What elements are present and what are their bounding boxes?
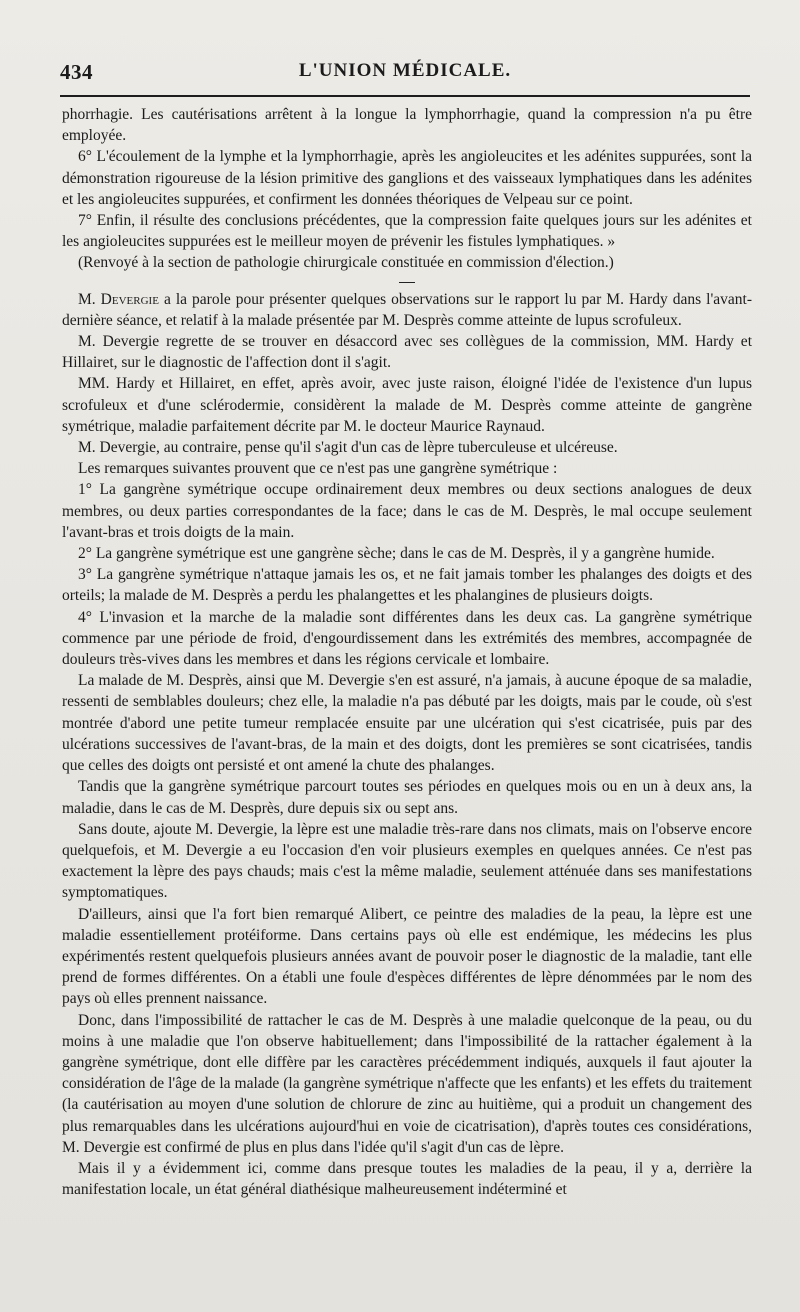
- paragraph: Mais il y a évidemment ici, comme dans presque toutes les maladies de la peau, il y a, derrière la manifestation locale, un état général diathésique malheureusement indéterminé et: [62, 1159, 752, 1199]
- speaker-name: M. Devergie: [78, 290, 159, 308]
- paragraph: 4° L'invasion et la marche de la maladie sont différentes dans les deux cas. La gangrène symétrique commence par une période de froid, d'engourdissement dans les extrémités des membres, accompagnée de douleurs très-vives dans les membres et dans les régions cervicale et lombaire.: [62, 608, 752, 669]
- paragraph: D'ailleurs, ainsi que l'a fort bien remarqué Alibert, ce peintre des maladies de la peau, la lèpre est une maladie essentiellement protéiforme. Dans certains pays où elle est endémique, les médecins les plus expérimentés restent quelquefois plusieurs années avant de pouvoir poser le diagnostic de la maladie, tant elle prend de formes différentes. On a établi une foule d'espèces différentes de lèpre dénommées par le nom des pays où elles prennent naissance.: [62, 905, 752, 1008]
- body-text: [62, 104, 752, 1200]
- page-header: [60, 60, 750, 90]
- header-rule: [60, 95, 750, 97]
- paragraph: [62, 289, 752, 331]
- paragraph-text: a la parole pour présenter quelques observations sur le rapport lu par M. Hardy dans l'avant-dernière séance, et relatif à la malade présentée par M. Desprès comme atteinte de lupus scrofuleux.: [62, 290, 752, 329]
- paragraph: MM. Hardy et Hillairet, en effet, après avoir, avec juste raison, éloigné l'idée de l'existence d'un lupus scrofuleux et d'une sclérodermie, considèrent la malade de M. Desprès comme atteinte de gangrène symétrique, maladie parfaitement décrite par M. le docteur Maurice Raynaud.: [62, 375, 752, 435]
- section-separator: [62, 274, 752, 289]
- running-title: L'UNION MÉDICALE.: [298, 60, 512, 81]
- paragraph: M. Devergie regrette de se trouver en désaccord avec ses collègues de la commission, MM. Hardy et Hillairet, sur le diagnostic de l'affection dont il s'agit.: [62, 333, 752, 372]
- paragraph: Tandis que la gangrène symétrique parcourt toutes ses périodes en quelques mois ou en un à deux ans, la maladie, dans le cas de M. Desprès, dure depuis six ou sept ans.: [62, 778, 752, 817]
- paragraph: (Renvoyé à la section de pathologie chirurgicale constituée en commission d'élection.): [78, 254, 614, 272]
- paragraph: 3° La gangrène symétrique n'attaque jamais les os, et ne fait jamais tomber les phalanges des doigts et des orteils; la malade de M. Desprès a perdu les phalangettes et les phalangines de plusieurs doigts.: [62, 566, 752, 605]
- paragraph: La malade de M. Desprès, ainsi que M. Devergie s'en est assuré, n'a jamais, à aucune époque de sa maladie, ressenti de semblables douleurs; chez elle, la maladie n'a pas débuté par les doigts, mais par le coude, où s'est montrée d'abord une petite tumeur remplacée ensuite par une ulcération qui s'est cicatrisée, puis par des ulcérations successives de l'avant-bras, de la main et des doigts, dont les premières se sont cicatrisées, tandis que celles des doigts ont persisté et ont amené la chute des phalanges.: [62, 672, 752, 775]
- paragraph: Sans doute, ajoute M. Devergie, la lèpre est une maladie très-rare dans nos climats, mais on l'observe encore quelquefois, et M. Devergie a eu l'occasion d'en voir plusieurs exemples en quelques années. Ce n'est pas exactement la lèpre des pays chauds; mais c'est la même maladie, seulement atténuée dans ses manifestations symptomatiques.: [62, 820, 752, 902]
- paragraph: phorrhagie. Les cautérisations arrêtent à la longue la lymphorrhagie, quand la compression n'a pu être employée.: [62, 106, 752, 145]
- paragraph: Donc, dans l'impossibilité de rattacher le cas de M. Desprès à une maladie quelconque de la peau, ou du moins à une maladie que l'on observe habituellement; dans l'impossibilité de la rattacher également à la gangrène symétrique, dont elle diffère par les caractères précédemment indiqués, auxquels il faut ajouter la considération de l'âge de la malade (la gangrène symétrique n'affecte que les enfants) et les effets du traitement (la cautérisation au moyen d'une solution de chlorure de zinc au huitième, qui a produit un changement des plus remarquables dans les ulcérations aujourd'hui en voie de cicatrisation), d'après toutes ces considérations, M. Devergie est confirmé de plus en plus dans l'idée qu'il s'agit d'un cas de lèpre.: [62, 1011, 752, 1156]
- page-number: 434: [60, 60, 93, 84]
- paragraph: 7° Enfin, il résulte des conclusions précédentes, que la compression faite quelques jours sur les adénites et les angioleucites suppurées est le meilleur moyen de prévenir les fistules lymphatiques. »: [62, 212, 752, 251]
- paragraph: M. Devergie, au contraire, pense qu'il s'agit d'un cas de lèpre tuberculeuse et ulcéreuse.: [78, 439, 618, 457]
- paragraph: 1° La gangrène symétrique occupe ordinairement deux membres ou deux sections analogues de deux membres, ou deux parties correspondantes de la face; dans le cas de M. Desprès, le mal occupe seulement l'avant-bras et trois doigts de la main.: [62, 481, 752, 541]
- paragraph: 2° La gangrène symétrique est une gangrène sèche; dans le cas de M. Desprès, il y a gangrène humide.: [78, 545, 715, 563]
- paragraph: 6° L'écoulement de la lymphe et la lymphorrhagie, après les angioleucites et les adénites suppurées, sont la démonstration rigoureuse de la lésion primitive des ganglions et des vaisseaux lymphatiques dans les adénites et les angioleucites suppurées, et confirment les données théoriques de Velpeau sur ce point.: [62, 148, 752, 208]
- paragraph: Les remarques suivantes prouvent que ce n'est pas une gangrène symétrique :: [78, 460, 558, 478]
